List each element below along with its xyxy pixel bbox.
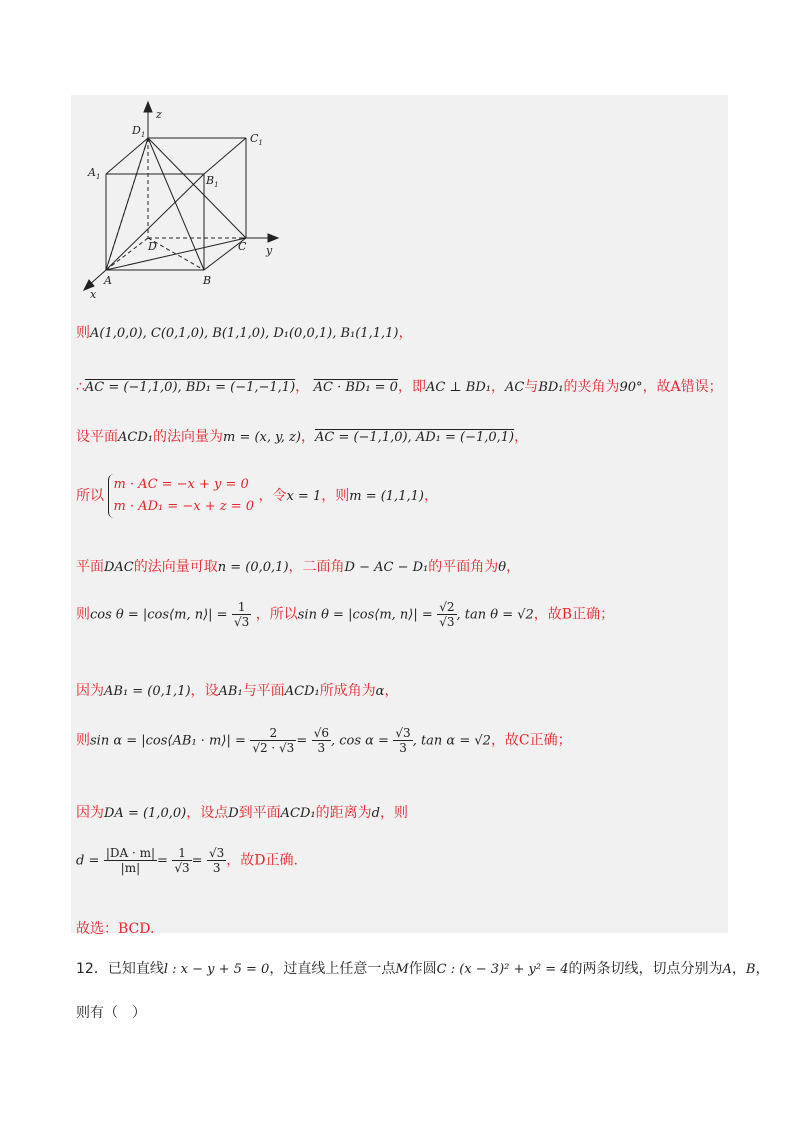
label-x: x <box>90 288 97 301</box>
solution-line-3: 设平面ACD₁的法向量为m = (x, y, z)，AC = (−1,1,0), AD₁ = (−1,0,1)， <box>76 429 529 445</box>
label-z: z <box>156 108 162 121</box>
z-arrow <box>144 102 152 112</box>
y-arrow <box>268 234 278 242</box>
solution-line-10: d = $\frac{|DA \cdot m|}{|m|}$ = $\frac{1}{√3}$ = $\frac{√3}{3}$ ，故D正确. <box>76 846 298 875</box>
solution-line-4: 所以 m · AC = −x + y = 0 m · AD₁ = −x + z = 0 ，令x = 1，则m = (1,1,1)， <box>76 474 438 518</box>
question-12: 12．已知直线l : x − y + 5 = 0，过直线上任意一点M作圆C : (x − 3)² + y² = 4的两条切线，切点分别为A，B， <box>76 961 770 977</box>
label-A1: $A_1$ <box>88 166 101 181</box>
question-12-options-lead: 则有（ ） <box>76 1005 146 1021</box>
label-B: B <box>203 274 212 287</box>
solution-answer: 故选：BCD. <box>76 921 155 937</box>
label-D: D <box>148 240 157 253</box>
label-A: A <box>104 274 112 287</box>
label-y: y <box>266 244 273 257</box>
solution-line-7: 因为AB₁ = (0,1,1)，设AB₁与平面ACD₁所成角为α， <box>76 683 399 699</box>
label-C: C <box>238 240 247 253</box>
solution-line-9: 因为DA = (1,0,0)，设点D到平面ACD₁的距离为d，则 <box>76 805 408 821</box>
cube-figure <box>76 98 286 303</box>
equation-system: m · AC = −x + y = 0 m · AD₁ = −x + z = 0 <box>108 474 254 518</box>
solution-line-2: ∴AC = (−1,1,0), BD₁ = (−1,−1,1)， AC · BD₁ = 0，即AC ⊥ BD₁，AC与BD₁的夹角为90°，故A错误； <box>76 379 723 395</box>
solution-line-1: 则A(1,0,0), C(0,1,0), B(1,1,0), D₁(0,0,1), B₁(1,1,1)， <box>76 325 413 341</box>
label-D1: $D_1$ <box>132 124 146 139</box>
solution-line-6: 则cos θ = |cos⟨m, n⟩| = $\frac{1}{√3}$ ，所以sin θ = |cos⟨m, n⟩| = $\frac{√2}{√3}$ , tan θ = √2，故B正确； <box>76 600 615 629</box>
label-C1: $C_1$ <box>250 132 263 147</box>
label-B1: $B_1$ <box>206 174 219 189</box>
solution-line-5: 平面DAC的法向量可取n = (0,0,1)，二面角D − AC − D₁的平面角为θ， <box>76 559 521 575</box>
solution-line-8: 则sin α = |cos⟨AB₁ · m⟩| = $\frac{2}{√2 \cdot √3}$ = $\frac{√6}{3}$ , cos α = $\frac{√3}{3}$ , tan α = √2，故C正确； <box>76 726 572 755</box>
